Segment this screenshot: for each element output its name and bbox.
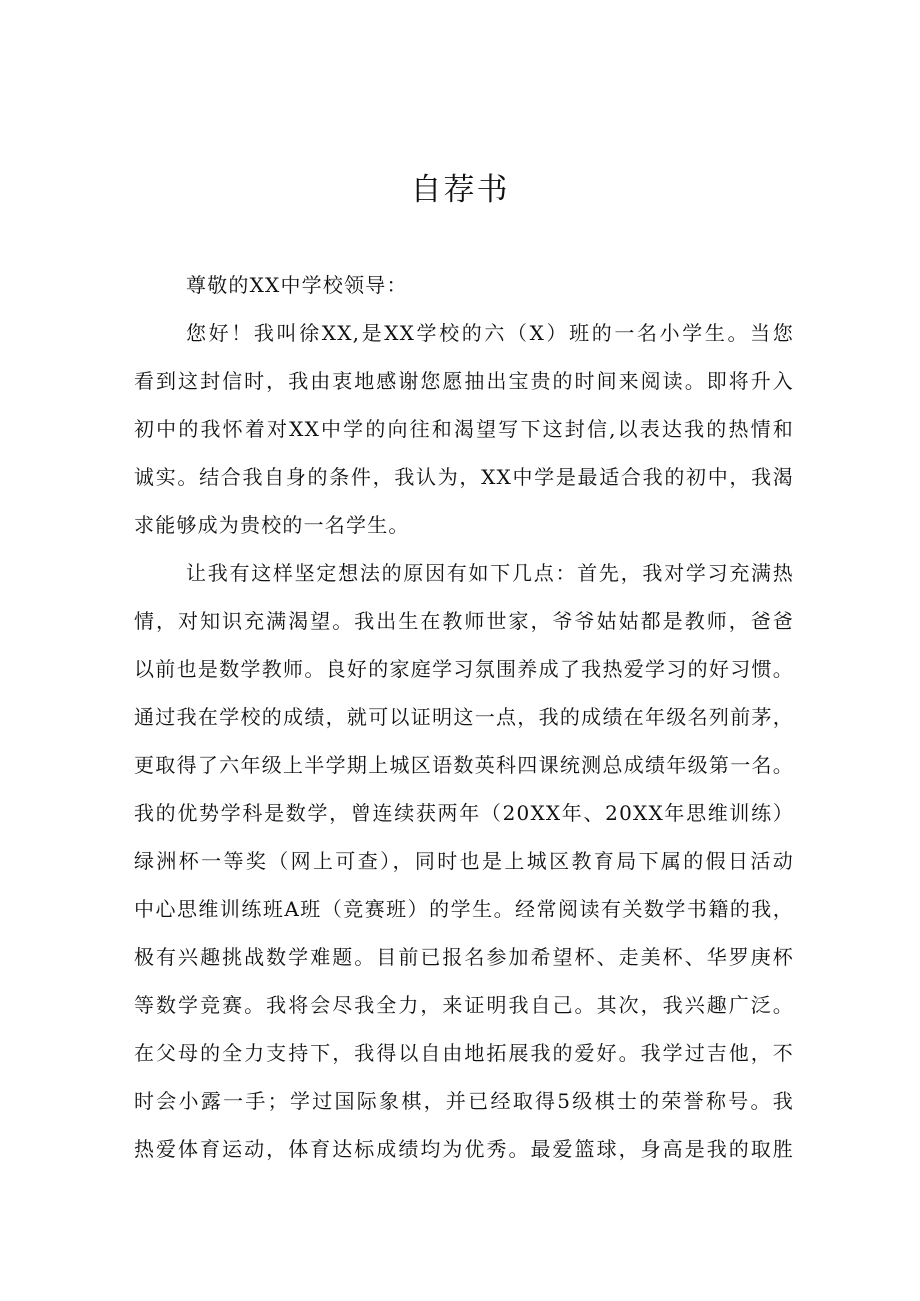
body-line-17: 时会小露一手；学过国际象棋，并已经取得5级棋士的荣誉称号。我: [134, 1089, 794, 1113]
body-line-13: 中心思维训练班A班（竞赛班）的学生。经常阅读有关数学书籍的我，: [134, 897, 794, 921]
body-line-7: 情，对知识充满渴望。我出生在教师世家，爷爷姑姑都是教师，爸爸: [134, 609, 794, 633]
body-line-16: 在父母的全力支持下，我得以自由地拓展我的爱好。我学过吉他，不: [134, 1041, 794, 1065]
body-line-18: 热爱体育运动，体育达标成绩均为优秀。最爱篮球，身高是我的取胜: [134, 1137, 794, 1161]
body-line-3: 初中的我怀着对XX中学的向往和渴望写下这封信,以表达我的热情和: [134, 417, 794, 441]
body-line-2: 看到这封信时，我由衷地感谢您愿抽出宝贵的时间来阅读。即将升入: [134, 369, 794, 393]
salutation: 尊敬的XX中学校领导：: [186, 273, 408, 297]
body-line-15: 等数学竞赛。我将会尽我全力，来证明我自己。其次，我兴趣广泛。: [134, 993, 794, 1017]
body-line-1: 您好！我叫徐XX,是XX学校的六（X）班的一名小学生。当您: [186, 321, 794, 345]
body-line-8: 以前也是数学教师。良好的家庭学习氛围养成了我热爱学习的好习惯。: [134, 657, 794, 681]
body-line-12: 绿洲杯一等奖（网上可查），同时也是上城区教育局下属的假日活动: [134, 849, 794, 873]
body-line-6: 让我有这样坚定想法的原因有如下几点：首先，我对学习充满热: [186, 561, 794, 585]
body-line-11: 我的优势学科是数学，曾连续获两年（20XX年、20XX年思维训练）: [134, 801, 794, 825]
body-line-10: 更取得了六年级上半学期上城区语数英科四课统测总成绩年级第一名。: [134, 753, 794, 777]
body-line-14: 极有兴趣挑战数学难题。目前已报名参加希望杯、走美杯、华罗庚杯: [134, 945, 794, 969]
body-line-9: 通过我在学校的成绩，就可以证明这一点，我的成绩在年级名列前茅，: [134, 705, 794, 729]
body-line-4: 诚实。结合我自身的条件，我认为，XX中学是最适合我的初中，我渴: [134, 465, 794, 489]
body-line-5: 求能够成为贵校的一名学生。: [134, 513, 410, 537]
page-title: 自荐书: [410, 172, 510, 208]
